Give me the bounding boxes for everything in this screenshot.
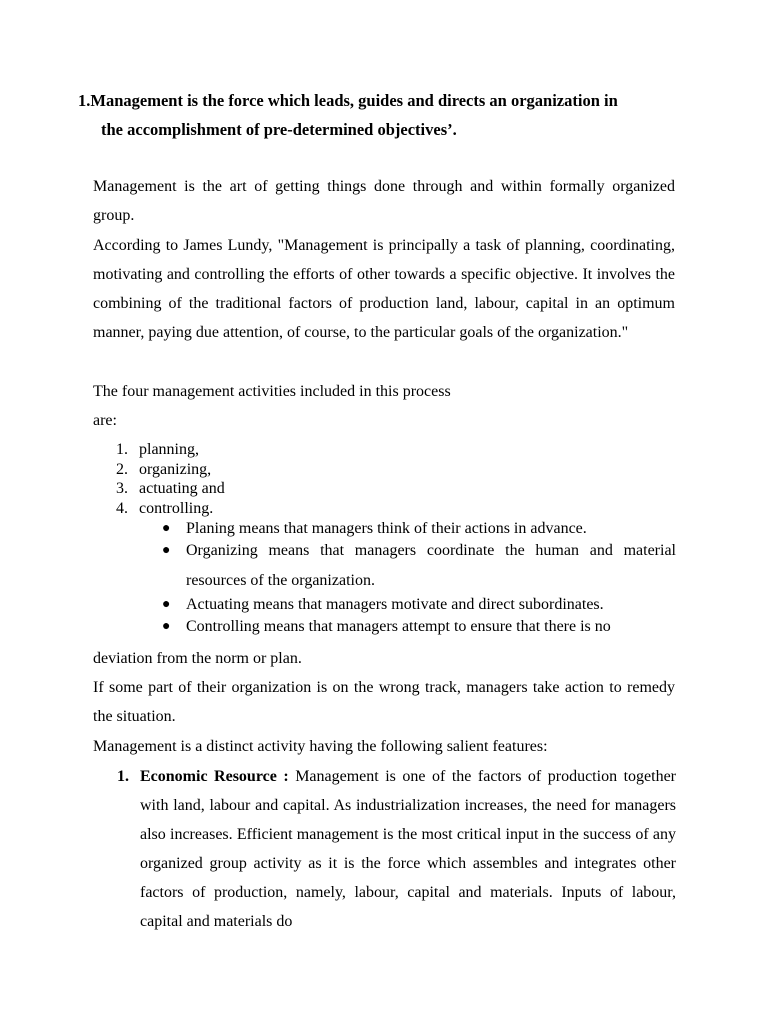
section-heading [78,86,688,144]
list-item: 4. controlling. [116,499,214,517]
feature-text: Management is one of the factors of production together with land, labour and capital. As industrialization increases, the need for managers also increases. Efficient management is the most critical input in the success of any organized group activity as it is the force which assembles and integrates other factors of production, namely, labour, capital and materials. Inputs of labour, capital and materials do [140,768,676,930]
bullet-dot-icon: ● [162,543,171,558]
lundy-quote-paragraph: According to James Lundy, "Management is principally a task of planning, coordinating, motivating and controlling the efforts of other towards a specific objective. It involves the combining of the traditional factors of production land, labour, capital in an optimum manner, paying due attention, of course, to the particular goals of the organization." [93,237,675,341]
four-activities-intro: The four management activities included in this process [93,383,451,400]
heading-line-2: the accomplishment of pre-determined objectives’. [101,120,457,139]
bullet-item: ● Controlling means that managers attempt to ensure that there is no [160,616,676,638]
list-item: 3. actuating and [116,480,225,498]
activity-bullets [160,518,676,638]
wrong-track-paragraph: If some part of their organization is on the wrong track, managers take action to remedy the situation. [93,679,675,725]
bullet-item: ● Organizing means that managers coordinate the human and material resources of the organization. [160,536,676,596]
activities-list [116,440,225,518]
features-list [117,762,676,936]
definition-paragraph: Management is the art of getting things done through and within formally organized group. [93,178,675,224]
are-label: are: [93,412,117,429]
bullet-item: ● Planing means that managers think of their actions in advance. [160,518,676,540]
list-item: 2. organizing, [116,460,212,478]
deviation-line: deviation from the norm or plan. [93,650,302,667]
feature-number: 1. [117,768,129,785]
heading-line-1: Management is the force which leads, guides and directs an organization in [90,91,618,110]
heading-number: 1. [78,91,91,110]
bullet-dot-icon: ● [162,597,171,612]
bullet-dot-icon: ● [162,619,171,634]
feature-item [117,762,676,936]
bullet-dot-icon: ● [162,521,171,536]
features-intro: Management is a distinct activity having the following salient features: [93,738,548,755]
list-item: 1. planning, [116,441,199,458]
bullet-item: ● Actuating means that managers motivate and direct subordinates. [160,594,676,616]
feature-title: Economic Resource : [140,768,289,785]
